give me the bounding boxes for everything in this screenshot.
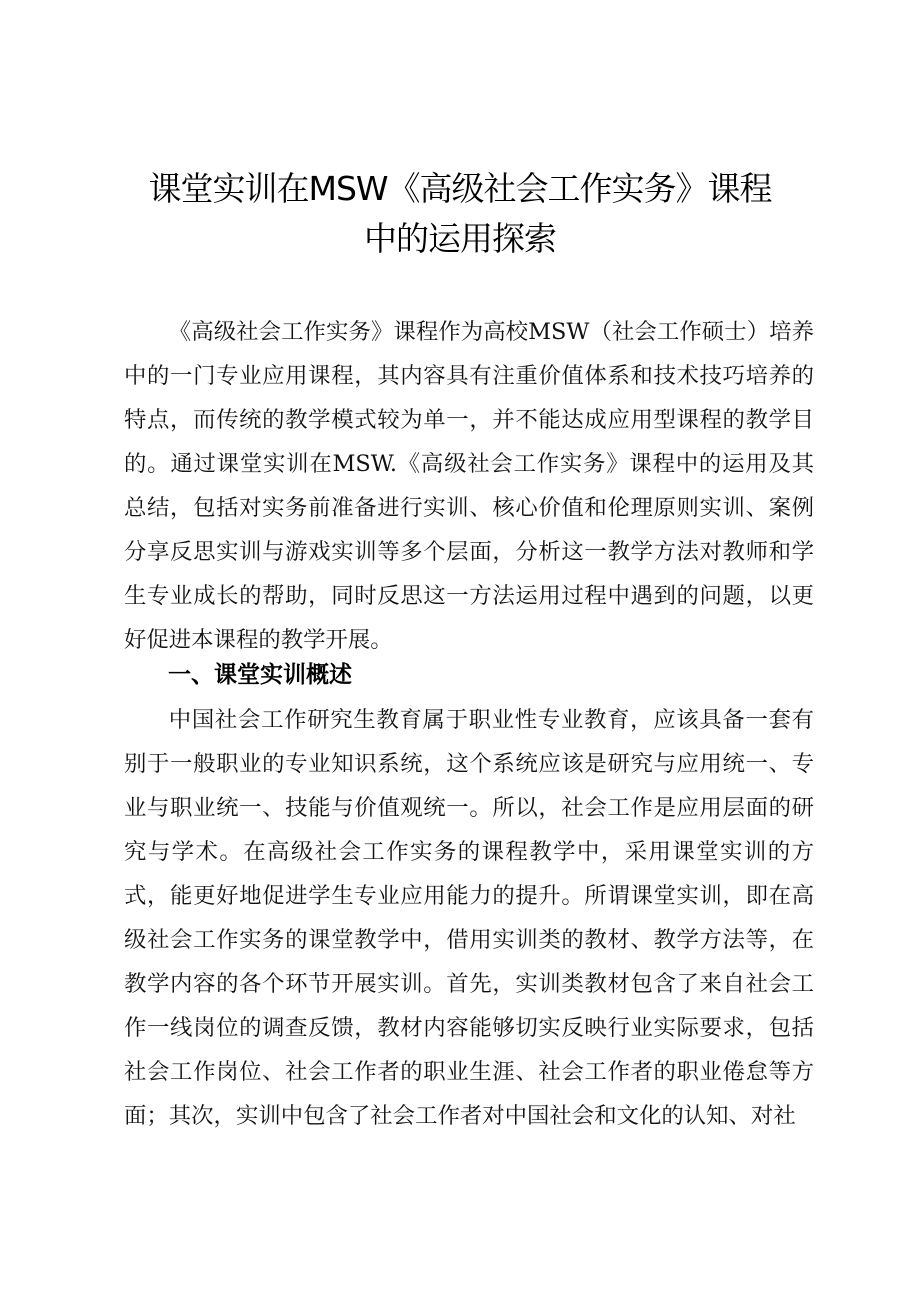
- document-title-line-2: 中的运用探索: [364, 219, 556, 258]
- body-paragraph: 中国社会工作研究生教育属于职业性专业教育，应该具备一套有别于一般职业的专业知识系统，这个系统应该是研究与应用统一、专业与职业统一、技能与价值观统一。所以，社会工作是应用层面的研究与学术。在高级社会工作实务的课程教学中，采用课堂实训的方式，能更好地促进学生专业应用能力的提升。所谓课堂实训，即在高级社会工作实务的课堂教学中，借用实训类的教材、教学方法等，在教学内容的各个环节开展实训。首先，实训类教材包含了来自社会工作一线岗位的调查反馈，教材内容能够切实反映行业实际要求，包括社会工作岗位、社会工作者的职业生涯、社会工作者的职业倦怠等方面；其次，实训中包含了社会工作者对中国社会和文化的认知、对社: [124, 707, 814, 1129]
- section-heading: 一、课堂实训概述: [168, 662, 352, 688]
- document-title-line-1: 课堂实训在MSW《高级社会工作实务》课程: [148, 169, 772, 208]
- abstract-paragraph: 《高级社会工作实务》课程作为高校MSW（社会工作硕士）培养中的一门专业应用课程，其内容具有注重价值体系和技术技巧培养的特点，而传统的教学模式较为单一，并不能达成应用型课程的教学目的。通过课堂实训在MSW.《高级社会工作实务》课程中的运用及其总结，包括对实务前准备进行实训、核心价值和伦理原则实训、案例分享反思实训与游戏实训等多个层面，分析这一教学方法对教师和学生专业成长的帮助，同时反思这一方法运用过程中遇到的问题，以更好促进本课程的教学开展。: [124, 319, 814, 653]
